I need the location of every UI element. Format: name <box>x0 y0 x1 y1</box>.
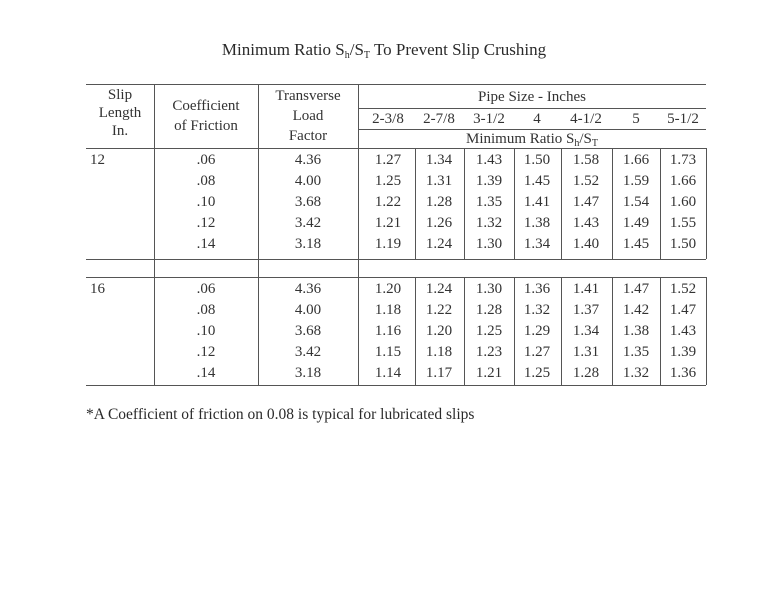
header-coefficient: of Friction <box>174 118 238 134</box>
ratio-value: 1.20 <box>425 323 453 339</box>
pipe-size-underline <box>358 108 706 109</box>
header-slip-length: In. <box>111 123 129 139</box>
coefficient-value: .14 <box>196 365 216 381</box>
header-transverse-load-factor: Transverse <box>275 88 341 104</box>
ratio-value: 1.35 <box>475 194 503 210</box>
header-pipe-size-5-1/2: 5-1/2 <box>667 111 699 127</box>
coefficient-value: .08 <box>196 302 216 318</box>
header-slip-length: Length <box>98 105 142 121</box>
ratio-value: 1.34 <box>523 236 551 252</box>
ratio-value: 1.23 <box>475 344 503 360</box>
coefficient-value: .10 <box>196 323 216 339</box>
ratio-value: 1.31 <box>425 173 453 189</box>
header-minimum-ratio <box>358 132 706 151</box>
header-coefficient: Coefficient <box>172 98 240 114</box>
ratio-value: 1.18 <box>425 344 453 360</box>
load-factor-value: 4.00 <box>294 302 322 318</box>
ratio-value: 1.22 <box>425 302 453 318</box>
ratio-value: 1.36 <box>523 281 551 297</box>
ratio-value: 1.30 <box>475 236 503 252</box>
ratio-value: 1.32 <box>622 365 650 381</box>
ratio-value: 1.45 <box>523 173 551 189</box>
table-title: Minimum Ratio $S_h/S_T$ To Prevent Slip Crushing <box>221 40 547 61</box>
ratio-value: 1.25 <box>374 173 402 189</box>
header-minimum-ratio-part: T <box>591 138 598 149</box>
ratio-value: 1.43 <box>475 152 503 168</box>
ratio-value: 1.55 <box>669 215 697 231</box>
ratio-value: 1.47 <box>572 194 600 210</box>
ratio-value: 1.36 <box>669 365 697 381</box>
ratio-value: 1.40 <box>572 236 600 252</box>
group1-bottom-border <box>86 259 706 260</box>
ratio-value: 1.30 <box>475 281 503 297</box>
ratio-value: 1.43 <box>572 215 600 231</box>
ratio-value: 1.41 <box>572 281 600 297</box>
header-minimum-ratio-part: h <box>574 138 580 149</box>
header-transverse-load-factor: Factor <box>288 128 328 144</box>
load-factor-value: 3.68 <box>294 323 322 339</box>
header-pipe-size-3-1/2: 3-1/2 <box>473 111 505 127</box>
ratio-value: 1.24 <box>425 236 453 252</box>
header-pipe-size-5: 5 <box>632 111 640 127</box>
coefficient-value: .14 <box>196 236 216 252</box>
ratio-value: 1.54 <box>622 194 650 210</box>
ratio-value: 1.16 <box>374 323 402 339</box>
ratio-value: 1.58 <box>572 152 600 168</box>
header-pipe-size-4-1/2: 4-1/2 <box>570 111 602 127</box>
footnote: *A Coefficient of friction on 0.08 is typical for lubricated slips <box>86 406 475 423</box>
coefficient-value: .06 <box>196 152 216 168</box>
ratio-value: 1.27 <box>523 344 551 360</box>
ratio-value: 1.15 <box>374 344 402 360</box>
ratio-value: 1.39 <box>669 344 697 360</box>
ratio-value: 1.47 <box>622 281 650 297</box>
ratio-value: 1.26 <box>425 215 453 231</box>
ratio-value: 1.28 <box>475 302 503 318</box>
ratio-value: 1.31 <box>572 344 600 360</box>
ratio-value: 1.25 <box>475 323 503 339</box>
ratio-value: 1.52 <box>669 281 697 297</box>
load-factor-value: 4.36 <box>294 152 322 168</box>
ratio-value: 1.21 <box>475 365 503 381</box>
coefficient-value: .12 <box>196 215 216 231</box>
ratio-value: 1.43 <box>669 323 697 339</box>
ratio-value: 1.38 <box>523 215 551 231</box>
header-slip-length: Slip <box>107 87 133 103</box>
ratio-value: 1.66 <box>622 152 650 168</box>
header-minimum-ratio-part: Minimum Ratio S <box>466 131 575 147</box>
ratio-value: 1.28 <box>572 365 600 381</box>
ratio-value: 1.41 <box>523 194 551 210</box>
ratio-value: 1.60 <box>669 194 697 210</box>
slip-length-value: 16 <box>90 281 105 297</box>
ratio-value: 1.39 <box>475 173 503 189</box>
ratio-value: 1.28 <box>425 194 453 210</box>
ratio-value: 1.32 <box>523 302 551 318</box>
ratio-value: 1.59 <box>622 173 650 189</box>
ratio-value: 1.50 <box>669 236 697 252</box>
load-factor-value: 4.00 <box>294 173 322 189</box>
ratio-value: 1.45 <box>622 236 650 252</box>
slip-length-value: 12 <box>90 152 105 168</box>
table-bottom-border <box>86 385 706 386</box>
header-pipe-size-2-3/8: 2-3/8 <box>372 111 404 127</box>
col-divider-factor <box>358 84 359 385</box>
header-pipe-size-2-7/8: 2-7/8 <box>423 111 455 127</box>
load-factor-value: 3.42 <box>294 215 322 231</box>
ratio-value: 1.34 <box>425 152 453 168</box>
header-transverse-load-factor: Load <box>292 108 324 124</box>
ratio-value: 1.29 <box>523 323 551 339</box>
ratio-value: 1.27 <box>374 152 402 168</box>
ratio-value: 1.19 <box>374 236 402 252</box>
load-factor-value: 3.42 <box>294 344 322 360</box>
header-minimum-ratio-part: /S <box>579 131 592 147</box>
ratio-value: 1.49 <box>622 215 650 231</box>
load-factor-value: 3.68 <box>294 194 322 210</box>
header-pipe-size: Pipe Size - Inches <box>478 89 586 105</box>
ratio-value: 1.47 <box>669 302 697 318</box>
ratio-value: 1.24 <box>425 281 453 297</box>
group2-top-border <box>86 277 706 278</box>
load-factor-value: 3.18 <box>294 365 322 381</box>
load-factor-value: 4.36 <box>294 281 322 297</box>
coefficient-value: .06 <box>196 281 216 297</box>
ratio-value: 1.21 <box>374 215 402 231</box>
ratio-value: 1.34 <box>572 323 600 339</box>
ratio-value: 1.22 <box>374 194 402 210</box>
header-pipe-size-4: 4 <box>533 111 541 127</box>
ratio-value: 1.20 <box>374 281 402 297</box>
coefficient-value: .12 <box>196 344 216 360</box>
pipe-size-row-divider <box>358 129 706 130</box>
ratio-value: 1.25 <box>523 365 551 381</box>
ratio-value: 1.73 <box>669 152 697 168</box>
ratio-value: 1.18 <box>374 302 402 318</box>
ratio-value: 1.66 <box>669 173 697 189</box>
ratio-value: 1.37 <box>572 302 600 318</box>
coefficient-value: .08 <box>196 173 216 189</box>
load-factor-value: 3.18 <box>294 236 322 252</box>
ratio-value: 1.14 <box>374 365 402 381</box>
ratio-value: 1.35 <box>622 344 650 360</box>
table-top-border <box>86 84 706 85</box>
ratio-value: 1.32 <box>475 215 503 231</box>
ratio-value: 1.52 <box>572 173 600 189</box>
ratio-value: 1.38 <box>622 323 650 339</box>
coefficient-value: .10 <box>196 194 216 210</box>
ratio-value: 1.50 <box>523 152 551 168</box>
ratio-value: 1.17 <box>425 365 453 381</box>
ratio-value: 1.42 <box>622 302 650 318</box>
